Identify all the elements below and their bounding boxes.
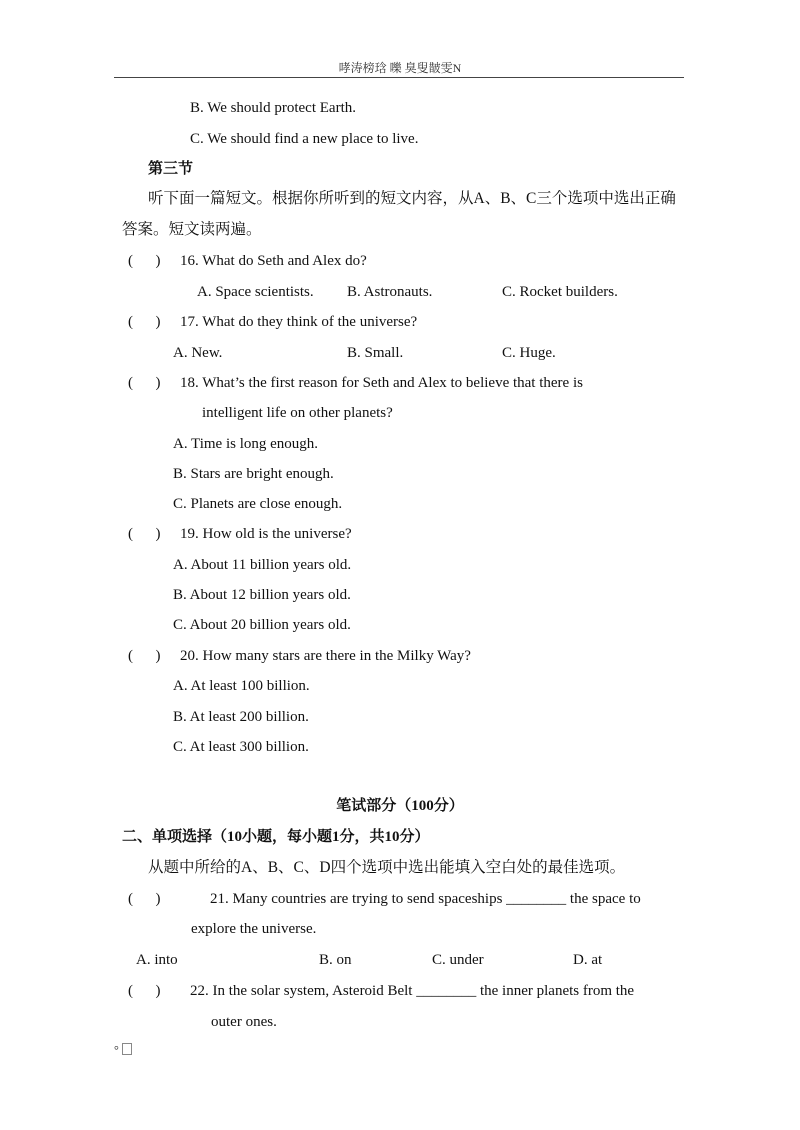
q18-option-b: B. Stars are bright enough. [173,466,334,482]
answer-blank[interactable]: ( ) [128,983,161,999]
question-22 [128,982,634,1000]
answer-blank[interactable]: ( ) [128,891,161,907]
page-header: 哮涛榜琀 嚛 臭叟皵雯N [338,61,462,75]
question-stem: 18. What’s the first reason for Seth and Alex to believe that there is [180,375,583,391]
section3-instruction-line1: 听下面一篇短文。根据你所听到的短文内容，从A、B、C三个选项中选出正确 [148,190,676,207]
missing-glyph-icon [122,1043,132,1055]
header-rule [114,77,684,78]
q21-option-b: B. on [319,952,352,968]
q17-option-b: B. Small. [347,345,404,361]
q22-stem-continued: outer ones. [211,1014,277,1030]
section2-instruction: 从题中所给的A、B、C、D四个选项中选出能填入空白处的最佳选项。 [148,859,626,876]
q21-option-a: A. into [136,952,178,968]
question-20 [128,647,471,665]
q20-option-b: B. At least 200 billion. [173,709,309,725]
page-footer [114,1043,132,1058]
question-17 [128,313,417,331]
q21-option-c: C. under [432,952,484,968]
q17-option-c: C. Huge. [502,345,556,361]
question-21 [128,890,641,908]
q18-option-a: A. Time is long enough. [173,436,319,452]
q21-option-d: D. at [573,952,603,968]
q18-option-c: C. Planets are close enough. [173,496,343,512]
q16-option-b: B. Astronauts. [347,284,433,300]
q18-stem-continued: intelligent life on other planets? [202,405,393,421]
section3-instruction-line2: 答案。短文读两遍。 [122,221,262,238]
q20-option-a: A. At least 100 billion. [173,678,310,694]
question-stem: 19. How old is the universe? [180,526,352,542]
answer-blank[interactable]: ( ) [128,253,161,269]
question-stem: 22. In the solar system, Asteroid Belt ________ the inner planets from the [190,983,635,999]
question-stem: 20. How many stars are there in the Milky Way? [180,648,471,664]
q15-option-b: B. We should protect Earth. [190,100,356,116]
section3-title: 第三节 [148,161,194,177]
question-stem: 17. What do they think of the universe? [180,314,418,330]
question-stem: 16. What do Seth and Alex do? [180,253,367,269]
q16-option-a: A. Space scientists. [197,284,314,300]
question-stem: 21. Many countries are trying to send spaceships ________ the space to [210,891,641,907]
answer-blank[interactable]: ( ) [128,314,161,330]
footer-mark: ° [114,1043,119,1057]
q19-option-b: B. About 12 billion years old. [173,587,351,603]
q16-option-c: C. Rocket builders. [502,284,618,300]
answer-blank[interactable]: ( ) [128,526,161,542]
written-part-title: 笔试部分（100分） [336,798,464,814]
answer-blank[interactable]: ( ) [128,648,161,664]
q17-option-a: A. New. [173,345,223,361]
q19-option-a: A. About 11 billion years old. [173,557,352,573]
q15-option-c: C. We should find a new place to live. [190,131,419,147]
question-16 [128,252,367,270]
q21-stem-continued: explore the universe. [191,921,317,937]
question-19 [128,525,352,543]
section2-title: 二、单项选择（10小题，每小题1分，共10分） [122,829,430,845]
answer-blank[interactable]: ( ) [128,375,161,391]
question-18 [128,374,583,392]
q20-option-c: C. At least 300 billion. [173,739,309,755]
q19-option-c: C. About 20 billion years old. [173,617,351,633]
